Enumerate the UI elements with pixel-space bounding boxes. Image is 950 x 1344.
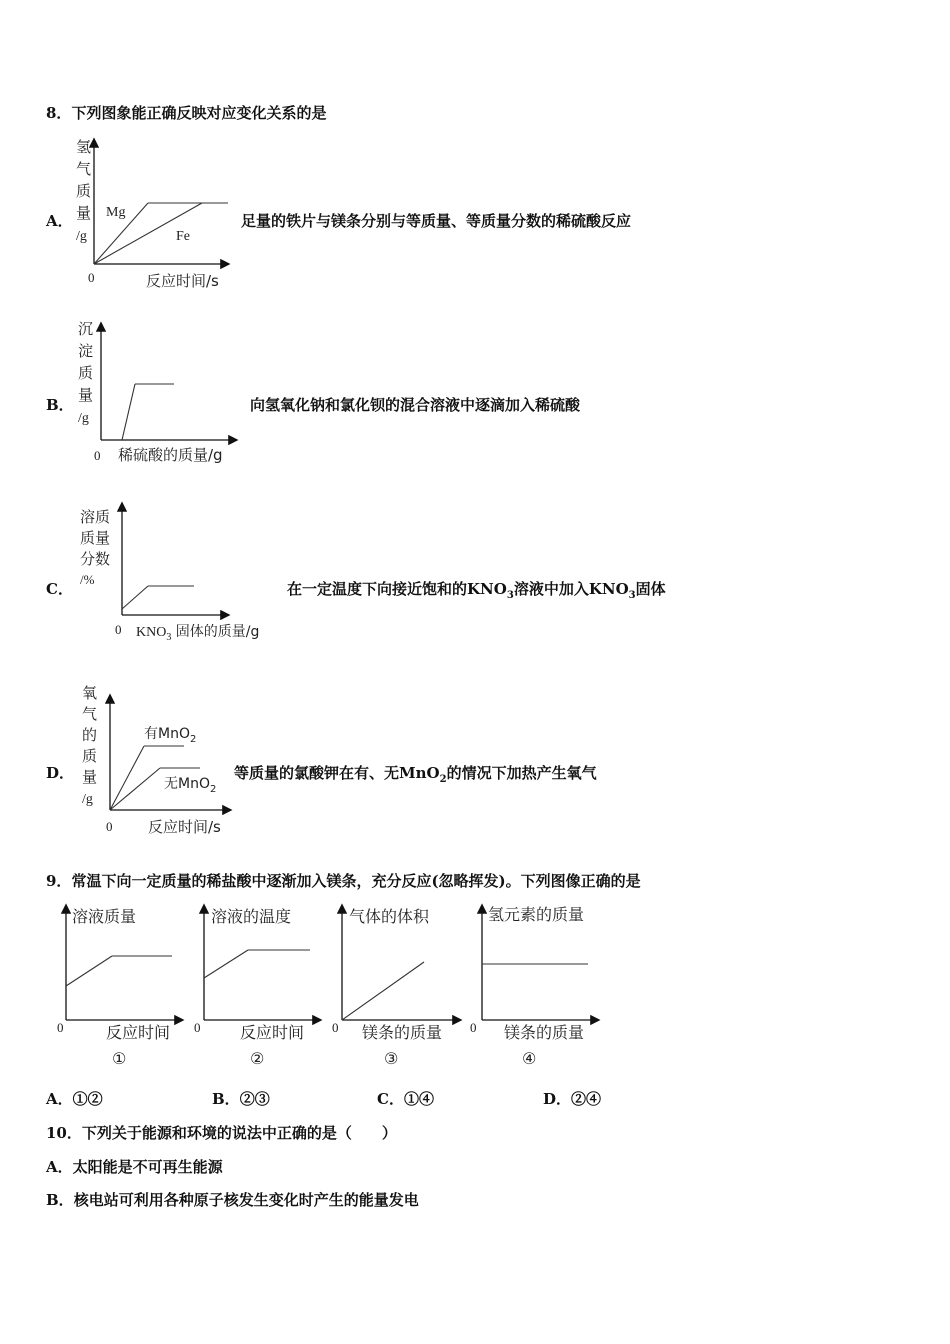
desc-formula: KNO xyxy=(467,580,507,598)
label-sub: 2 xyxy=(209,784,217,795)
graph-8c xyxy=(76,498,286,646)
q10-option-b[interactable] xyxy=(46,1189,419,1210)
question-9-stem xyxy=(46,870,641,891)
series-label-without xyxy=(164,776,216,795)
desc-part: 溶液中加入 xyxy=(513,580,589,598)
option-letter: A． xyxy=(46,1158,73,1176)
x-label-rest: 固体的质量/g xyxy=(171,624,260,640)
y-label-unit: /g xyxy=(76,229,87,244)
option-text: ①② xyxy=(72,1090,103,1108)
y-axis-label: 溶液的温度 xyxy=(211,907,292,926)
y-label-char: 质 xyxy=(76,182,92,200)
question-number: 10． xyxy=(46,1124,82,1142)
option-d-description xyxy=(234,762,597,785)
graph-9-1 xyxy=(57,906,182,1068)
graph-8b xyxy=(68,316,248,472)
question-10-stem xyxy=(46,1122,397,1143)
y-label-unit: /% xyxy=(80,572,95,587)
x-formula: KNO xyxy=(136,625,167,640)
y-label-char: 淀 xyxy=(78,342,94,360)
without-mno2-rise xyxy=(110,768,160,810)
desc-formula: MnO xyxy=(399,764,440,782)
x-formula-sub: 3 xyxy=(166,632,172,643)
desc-subscript: 3 xyxy=(628,590,636,601)
y-label-unit: /g xyxy=(82,792,93,807)
series-label-mg: Mg xyxy=(106,205,126,220)
trend-rise xyxy=(204,950,248,978)
q9-option-b[interactable] xyxy=(212,1088,270,1109)
option-b-description: 向氢氧化钠和氯化钡的混合溶液中逐滴加入稀硫酸 xyxy=(250,396,581,414)
trend-line xyxy=(342,962,424,1020)
option-letter: B． xyxy=(212,1090,240,1108)
x-axis-label: 反应时间 xyxy=(106,1023,171,1042)
x-axis-label xyxy=(136,623,259,643)
question-text: 常温下向一定质量的稀盐酸中逐渐加入镁条，充分反应(忽略挥发)。下列图像正确的是 xyxy=(71,872,641,890)
question-text: 下列关于能源和环境的说法中正确的是（ ） xyxy=(81,1124,397,1142)
graph-9-2 xyxy=(194,906,320,1068)
origin-label: 0 xyxy=(88,270,95,285)
graph-9-3 xyxy=(332,906,460,1068)
option-text: ①④ xyxy=(403,1090,434,1108)
q9-option-d[interactable] xyxy=(543,1088,601,1109)
y-axis-label: 气体的体积 xyxy=(349,907,430,926)
y-label-char: 量 xyxy=(82,768,98,786)
option-text: 太阳能是不可再生能源 xyxy=(72,1158,223,1176)
origin-label: 0 xyxy=(332,1020,339,1035)
q9-option-c[interactable] xyxy=(377,1088,434,1109)
option-letter: B． xyxy=(46,1191,74,1209)
option-b-letter: B． xyxy=(46,396,74,414)
y-label-char: 质 xyxy=(78,364,94,382)
x-axis-label: 反应时间 xyxy=(240,1023,305,1042)
x-axis-label: 反应时间/s xyxy=(148,818,221,836)
x-axis-label: 稀硫酸的质量/g xyxy=(118,446,223,464)
desc-subscript: 2 xyxy=(439,774,447,785)
precipitate-rise xyxy=(122,384,135,440)
origin-label: 0 xyxy=(57,1020,64,1035)
origin-label: 0 xyxy=(194,1020,201,1035)
y-label-char: 量 xyxy=(78,386,94,404)
label-sub: 2 xyxy=(189,734,197,745)
x-axis-label: 镁条的质量 xyxy=(362,1023,443,1042)
series-label-fe: Fe xyxy=(176,229,190,244)
option-d-letter: D． xyxy=(46,764,75,782)
y-label-char: 沉 xyxy=(78,320,94,338)
q9-graphs xyxy=(46,900,616,1075)
q10-option-a[interactable] xyxy=(46,1156,223,1177)
option-text: 核电站可利用各种原子核发生变化时产生的能量发电 xyxy=(73,1191,419,1209)
x-axis-label: 反应时间/s xyxy=(146,272,219,290)
with-mno2-rise xyxy=(110,746,144,810)
option-letter: C． xyxy=(377,1090,404,1108)
label-text: 无MnO xyxy=(164,776,210,792)
y-label-unit: /g xyxy=(78,411,89,426)
graph-8d xyxy=(72,682,237,840)
fraction-rise xyxy=(122,586,148,609)
y-axis-label: 氢元素的质量 xyxy=(488,905,585,924)
desc-part: 的情况下加热产生氧气 xyxy=(446,764,597,782)
y-label-char: 量 xyxy=(76,204,92,222)
y-label-line: 分数 xyxy=(80,550,111,568)
desc-part: 固体 xyxy=(635,580,666,598)
desc-subscript: 3 xyxy=(506,590,514,601)
y-label-char: 质 xyxy=(82,747,98,765)
graph-8a xyxy=(68,132,240,294)
graph-mark: ② xyxy=(250,1049,265,1068)
option-text: ②④ xyxy=(571,1090,602,1108)
graph-mark: ③ xyxy=(384,1049,399,1068)
origin-label: 0 xyxy=(106,819,113,834)
desc-part: 等质量的氯酸钾在有、无 xyxy=(234,764,400,782)
question-number: 8． xyxy=(46,104,72,122)
graph-9-4 xyxy=(470,905,598,1068)
y-label-line: 溶质 xyxy=(80,508,111,526)
graph-mark: ① xyxy=(112,1049,127,1068)
option-text: ②③ xyxy=(239,1090,270,1108)
label-text: 有MnO xyxy=(144,726,190,742)
option-letter: A． xyxy=(46,1090,73,1108)
option-letter: D． xyxy=(543,1090,572,1108)
y-label-char: 氢 xyxy=(76,138,92,156)
y-axis-label: 溶液质量 xyxy=(72,907,137,926)
y-label-char: 的 xyxy=(82,726,98,744)
question-text: 下列图象能正确反映对应变化关系的是 xyxy=(71,104,327,122)
y-label-char: 氧 xyxy=(82,684,98,702)
question-number: 9． xyxy=(46,872,72,890)
option-c-letter: C． xyxy=(46,580,73,598)
q9-option-a[interactable] xyxy=(46,1088,103,1109)
series-label-with xyxy=(144,726,196,745)
desc-formula: KNO xyxy=(588,580,629,598)
y-label-line: 质量 xyxy=(80,529,111,547)
origin-label: 0 xyxy=(115,622,122,637)
option-a-letter: A． xyxy=(46,212,73,230)
origin-label: 0 xyxy=(470,1020,477,1035)
y-label-char: 气 xyxy=(82,705,98,723)
graph-mark: ④ xyxy=(522,1049,537,1068)
option-c-description xyxy=(287,578,666,601)
question-8-stem xyxy=(46,102,326,123)
y-label-char: 气 xyxy=(76,160,92,178)
option-a-description: 足量的铁片与镁条分别与等质量、等质量分数的稀硫酸反应 xyxy=(241,212,632,230)
x-axis-label: 镁条的质量 xyxy=(504,1023,585,1042)
origin-label: 0 xyxy=(94,448,101,463)
desc-part: 在一定温度下向接近饱和的 xyxy=(287,580,468,598)
trend-rise xyxy=(66,956,112,986)
